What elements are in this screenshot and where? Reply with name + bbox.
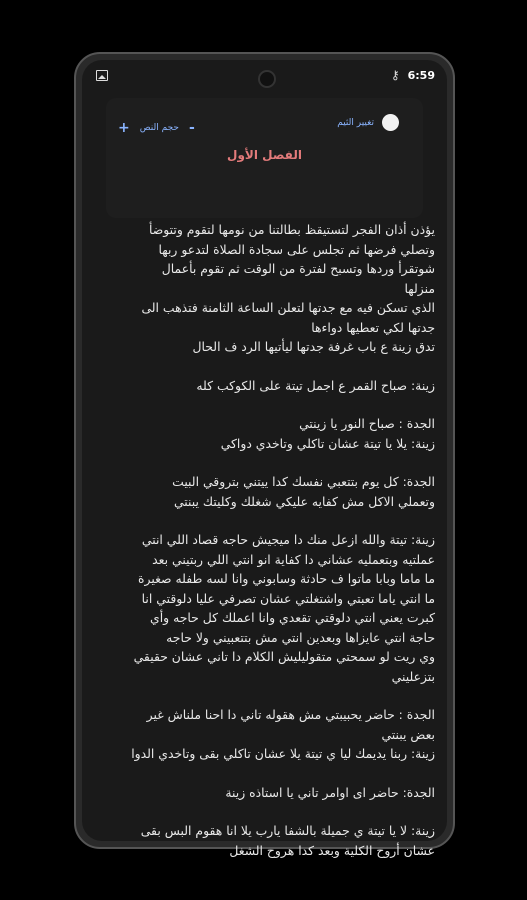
paragraph: زينة: صباح القمر ع اجمل تيتة على الكوكب كله bbox=[196, 377, 435, 393]
status-bar bbox=[82, 60, 447, 92]
theme-toggle[interactable] bbox=[337, 114, 399, 131]
vpn-key-icon: ⚷ bbox=[390, 68, 400, 82]
status-left bbox=[96, 70, 108, 84]
phone-frame bbox=[74, 52, 455, 858]
status-right bbox=[391, 68, 435, 82]
paragraph: الجدة : صباح النور يا زينتي زينة: يلا يا تيتة عشان تاكلي وتاخدي دواكي bbox=[220, 416, 435, 451]
paragraph: الجدة: حاضر اى اوامر تاني يا استاذه زينة bbox=[225, 784, 435, 800]
theme-toggle-label: تغيير الثيم bbox=[337, 117, 374, 128]
font-size-label: حجم النص bbox=[139, 123, 179, 133]
reader-controls-card bbox=[106, 98, 423, 218]
front-camera bbox=[258, 70, 276, 88]
paragraph: زينة: تيتة والله ازعل منك دا ميجيش حاجه قصاد اللي انتي عملتيه وبتعمليه عشاني دا كفاية انو انتي اللي ربتيني بعد ما ماما وبابا ماتوا ف حادثة وسابوني وانا لسه طفله صغيرة ما انتي ياما تعبتي واشتغلتي عشان تصرفي عليا دلوقتي انا كبرت يعني انتي دلوقتي تقعدي وانا اعملك كل حاجه وأي حاجة انتي عايزاها وبعدين انتي مش بتتعبيني ولا حاجه وي ريت لو سمحتي متقوليليش الكلام دا تاني عشان حقيقي بتزعليني bbox=[133, 532, 435, 684]
status-time: 6:59 bbox=[407, 68, 435, 82]
paragraph: زينة: لا يا تيتة ي جميلة بالشفا يارب يلا انا هقوم البس بقى عشان أروح الكلية وبعد كدا هروح الشغل bbox=[140, 823, 435, 858]
theme-toggle-knob[interactable] bbox=[382, 114, 399, 131]
paragraph: يؤذن أذان الفجر لتستيقظ بطالتنا من نومها لتقوم وتتوضأ وتصلي فرضها ثم تجلس على سجادة الصلاة لتدعو ربها شوتقرأ وردها وتسبح لفترة من الوقت ثم تقوم بأعمال منزلها الذي تسكن فيه مع جدتها لتعلن الساعة الثامنة فتذهب الى جدتها لكي تعطيها دواءها تدق زينة ع باب غرفة جدتها ليأتيها الرد ف الحال bbox=[141, 222, 435, 354]
font-size-controls bbox=[118, 120, 195, 136]
gallery-notification-icon bbox=[96, 70, 108, 81]
paragraph: الجدة : حاضر يحبيبتي مش هقوله تاني دا احنا ملناش غير بعض يبنتي زينة: ربنا يديمك ليا ي تيتة يلا عشان تاكلي بقى وتاخدي الدوا bbox=[131, 707, 435, 761]
decrease-font-button[interactable]: - bbox=[188, 120, 195, 136]
app-screen bbox=[82, 60, 447, 858]
paragraph: الجدة: كل يوم بتتعبي نفسك كدا ييتني بتروقي البيت وتعملي الاكل مش كفايه عليكي شغلك وكليتك يبنتي bbox=[172, 474, 435, 509]
increase-font-button[interactable]: + bbox=[118, 120, 130, 136]
chapter-title: الفصل الأول bbox=[227, 148, 302, 162]
chapter-content bbox=[130, 220, 435, 858]
